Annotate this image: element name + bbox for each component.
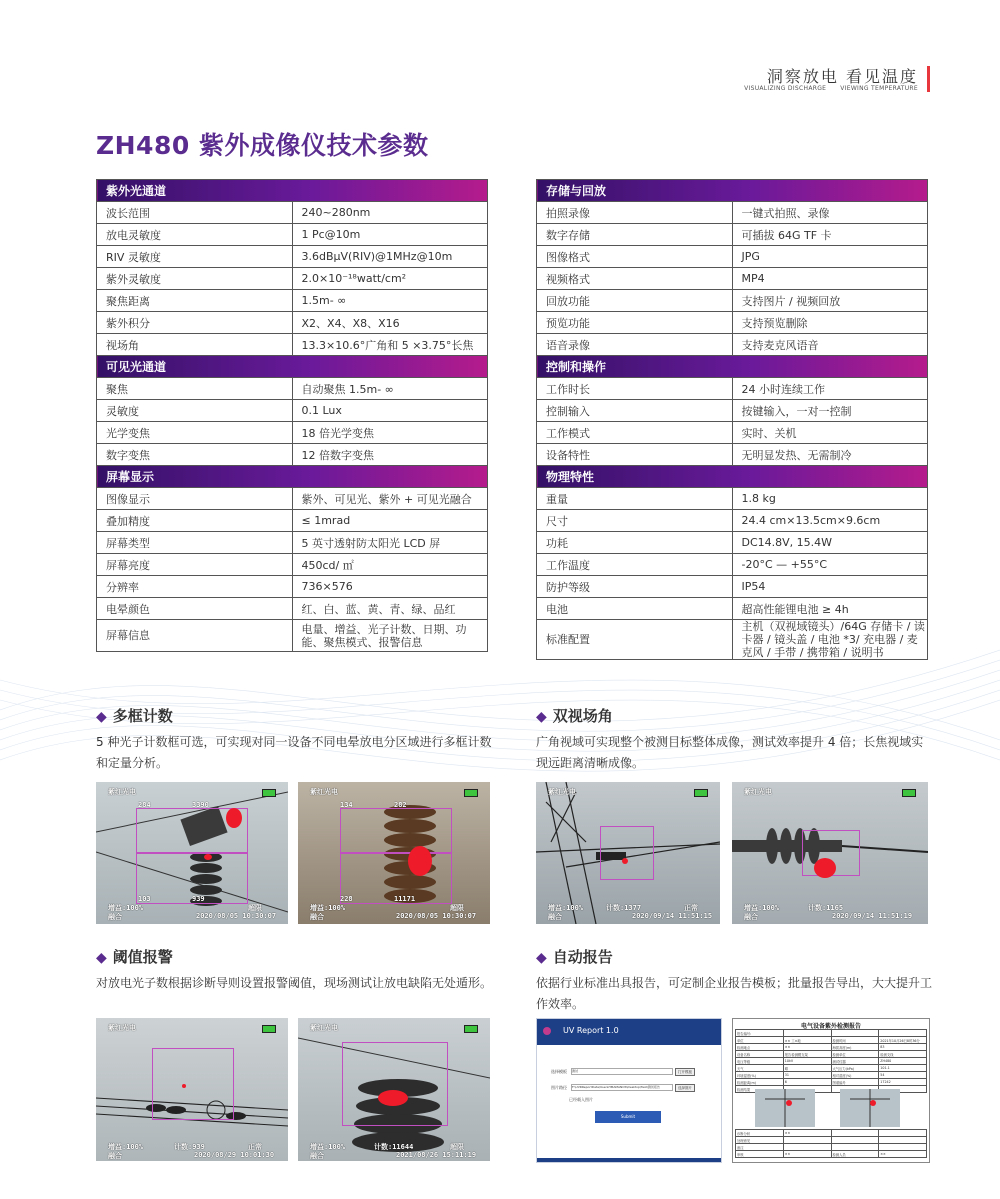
count-box bbox=[342, 1042, 448, 1126]
report-cell: 单位 bbox=[736, 1037, 784, 1044]
report-row bbox=[736, 1037, 927, 1044]
spec-key: 数字变焦 bbox=[97, 444, 293, 466]
report-cell: 报告检测模支架 bbox=[783, 1051, 831, 1058]
count-label: 计数:939 bbox=[174, 1143, 205, 1151]
loaded-images-label: 已经载入图片 bbox=[569, 1097, 593, 1102]
report-cell: 处理意见 bbox=[736, 1137, 784, 1144]
report-cell: 17242 bbox=[879, 1079, 927, 1086]
report-cell: 101.1 bbox=[879, 1065, 927, 1072]
fusion-label: 融合 bbox=[108, 1152, 122, 1160]
spec-row bbox=[97, 268, 488, 290]
spec-value: DC14.8V, 15.4W bbox=[732, 532, 928, 554]
spec-row bbox=[537, 224, 928, 246]
report-row bbox=[736, 1044, 927, 1051]
app-name: UV Report 1.0 bbox=[563, 1026, 619, 1035]
spec-section-header bbox=[97, 466, 488, 488]
box-count: 11171 bbox=[394, 895, 416, 903]
report-row bbox=[736, 1144, 927, 1151]
image-path-label: 图片路径 bbox=[551, 1085, 567, 1090]
spec-value: 5 英寸透射防太阳光 LCD 屏 bbox=[292, 532, 488, 554]
spec-key: 工作温度 bbox=[537, 554, 733, 576]
spec-row bbox=[97, 202, 488, 224]
spec-key: 光学变焦 bbox=[97, 422, 293, 444]
count-label: 计数:11644 bbox=[374, 1143, 414, 1151]
spec-key: 屏幕类型 bbox=[97, 532, 293, 554]
spec-key: 数字存储 bbox=[537, 224, 733, 246]
spec-row bbox=[97, 554, 488, 576]
dual-view-title: 双视场角 bbox=[552, 707, 613, 725]
mode-label: 紫红光电 bbox=[310, 788, 338, 796]
report-cell: 电压等级 bbox=[736, 1058, 784, 1065]
spec-row bbox=[537, 576, 928, 598]
report-row bbox=[736, 1137, 927, 1144]
status-label: 超限 bbox=[248, 904, 262, 912]
report-document bbox=[732, 1018, 930, 1163]
report-cell: ZH480 bbox=[879, 1058, 927, 1065]
report-cell bbox=[783, 1137, 831, 1144]
gain-label: 增益:100% bbox=[108, 904, 144, 912]
spec-value: 736×576 bbox=[292, 576, 488, 598]
multi-box-desc: 5 种光子计数框可选，可实现对同一设备不同电晕放电分区域进行多框计数和定量分析。 bbox=[96, 735, 492, 770]
slogan-accent-bar bbox=[927, 66, 930, 92]
spec-value: 支持图片 / 视频回放 bbox=[732, 290, 928, 312]
uv-report-app bbox=[536, 1018, 722, 1163]
spec-row bbox=[537, 202, 928, 224]
discharge-spot bbox=[814, 858, 836, 878]
spec-row bbox=[537, 620, 928, 660]
spec-row bbox=[97, 576, 488, 598]
spec-key: 聚焦 bbox=[97, 378, 293, 400]
timestamp: 2020/08/29 10:01:30 bbox=[194, 1151, 275, 1159]
gain-label: 增益:100% bbox=[548, 904, 584, 912]
report-cell: 检测地点 bbox=[736, 1044, 784, 1051]
spec-value: 支持预览删除 bbox=[732, 312, 928, 334]
report-cell: 检测单位 bbox=[831, 1051, 879, 1058]
app-logo-icon bbox=[543, 1027, 551, 1035]
spec-row bbox=[537, 598, 928, 620]
spec-value: MP4 bbox=[732, 268, 928, 290]
spec-value: 1 Pc@10m bbox=[292, 224, 488, 246]
discharge-spot bbox=[204, 854, 212, 860]
page-title: ZH480 紫外成像仪技术参数 bbox=[96, 131, 429, 160]
spec-row bbox=[97, 246, 488, 268]
spec-key: 视频格式 bbox=[537, 268, 733, 290]
spec-row bbox=[97, 510, 488, 532]
report-cell: 设备名称 bbox=[736, 1051, 784, 1058]
status-label: 超限 bbox=[450, 904, 464, 912]
spec-row bbox=[537, 378, 928, 400]
fusion-label: 融合 bbox=[108, 913, 122, 921]
box-count: 282 bbox=[394, 801, 407, 809]
report-cell: ×× bbox=[783, 1151, 831, 1158]
spec-key: 放电灵敏度 bbox=[97, 224, 293, 246]
spec-value: 24 小时连续工作 bbox=[732, 378, 928, 400]
spec-table-right bbox=[536, 179, 928, 660]
image-path-input[interactable]: F:\UVRReportData\UserLHMAMANOS\Desktop\Test\测试报告 bbox=[571, 1084, 673, 1091]
report-row bbox=[736, 1072, 927, 1079]
report-cell: 检测时间 bbox=[831, 1037, 879, 1044]
slogan-cn: 洞察放电 看见温度 bbox=[766, 67, 918, 86]
report-row bbox=[736, 1079, 927, 1086]
discharge-spot bbox=[622, 858, 628, 864]
spec-value: X2、X4、X8、X16 bbox=[292, 312, 488, 334]
dual-view-heading bbox=[536, 705, 613, 726]
report-cell: 图谱编号 bbox=[831, 1079, 879, 1086]
spec-value: 2.0×10⁻¹⁸watt/cm² bbox=[292, 268, 488, 290]
spec-key: 叠加精度 bbox=[97, 510, 293, 532]
spec-value: IP54 bbox=[732, 576, 928, 598]
fusion-label: 融合 bbox=[310, 1152, 324, 1160]
spec-row bbox=[97, 400, 488, 422]
spec-key: 重量 bbox=[537, 488, 733, 510]
spec-value: 240~280nm bbox=[292, 202, 488, 224]
spec-row bbox=[537, 312, 928, 334]
threshold-desc: 对放电光子数根据诊断导则设置报警阈值，现场测试让放电缺陷无处遁形。 bbox=[96, 976, 493, 990]
spec-section-header bbox=[537, 466, 928, 488]
battery-icon bbox=[464, 789, 478, 797]
spec-value: 超高性能锂电池 ≥ 4h bbox=[732, 598, 928, 620]
report-cell: 相对湿度(%) bbox=[831, 1072, 879, 1079]
spec-row bbox=[537, 268, 928, 290]
timestamp: 2020/09/14 11:51:15 bbox=[632, 912, 713, 920]
report-cell: 检测支线 bbox=[879, 1051, 927, 1058]
spec-value: 18 倍光学变焦 bbox=[292, 422, 488, 444]
submit-button[interactable]: Submit bbox=[595, 1111, 661, 1123]
spec-value: 12 倍数字变焦 bbox=[292, 444, 488, 466]
gain-label: 增益:100% bbox=[108, 1143, 144, 1151]
uv-image-threshold-2 bbox=[298, 1018, 490, 1161]
spec-value: 0.1 Lux bbox=[292, 400, 488, 422]
slogan bbox=[630, 64, 930, 96]
spec-key: 尺寸 bbox=[537, 510, 733, 532]
gain-label: 增益:100% bbox=[310, 1143, 346, 1151]
mode-label: 紫红光电 bbox=[108, 788, 136, 796]
spec-value: 红、白、蓝、黄、青、绿、品红 bbox=[292, 598, 488, 620]
report-table bbox=[735, 1029, 927, 1093]
diamond-icon: ◆ bbox=[96, 950, 107, 966]
timestamp: 2020/08/05 10:30:07 bbox=[396, 912, 477, 920]
report-images bbox=[755, 1089, 905, 1127]
report-cell: 报告编号: bbox=[736, 1030, 784, 1037]
report-cell: 检测距离(m) bbox=[736, 1079, 784, 1086]
spec-row bbox=[97, 444, 488, 466]
spec-key: 语音录像 bbox=[537, 334, 733, 356]
report-cell: 备注 bbox=[736, 1144, 784, 1151]
report-cell bbox=[879, 1130, 927, 1137]
spec-row bbox=[97, 488, 488, 510]
report-cell: 海拔高度(m) bbox=[831, 1044, 879, 1051]
spec-key: 波长范围 bbox=[97, 202, 293, 224]
report-cell bbox=[879, 1137, 927, 1144]
discharge-spot bbox=[378, 1090, 408, 1106]
report-cell: 31 bbox=[783, 1072, 831, 1079]
report-cell: 10kV bbox=[783, 1058, 831, 1065]
diamond-icon: ◆ bbox=[536, 709, 547, 725]
dual-view-desc: 广角视域可实现整个被测目标整体成像，测试效率提升 4 倍；长焦视域实现远距离清晰成像。 bbox=[536, 735, 924, 770]
box-count: 284 bbox=[138, 801, 151, 809]
spec-value: 3.6dBμV(RIV)@1MHz@10m bbox=[292, 246, 488, 268]
discharge-spot bbox=[226, 808, 242, 828]
report-cell: 大气压力(kPa) bbox=[831, 1065, 879, 1072]
status-label: 正常 bbox=[684, 904, 698, 912]
count-box bbox=[340, 808, 452, 854]
spec-key: 工作时长 bbox=[537, 378, 733, 400]
spec-row bbox=[537, 554, 928, 576]
spec-value: 电量、增益、光子计数、日期、功能、聚焦模式、报警信息 bbox=[292, 620, 488, 652]
report-cell bbox=[831, 1130, 879, 1137]
battery-icon bbox=[694, 789, 708, 797]
spec-row bbox=[537, 510, 928, 532]
spec-section-header bbox=[537, 356, 928, 378]
spec-table-left bbox=[96, 179, 488, 652]
spec-key: 屏幕亮度 bbox=[97, 554, 293, 576]
battery-icon bbox=[902, 789, 916, 797]
spec-value: -20°C — +55°C bbox=[732, 554, 928, 576]
spec-row bbox=[537, 488, 928, 510]
spec-row bbox=[537, 334, 928, 356]
mode-label: 紫红光电 bbox=[108, 1024, 136, 1032]
battery-icon bbox=[464, 1025, 478, 1033]
report-cell bbox=[783, 1144, 831, 1151]
uv-image-threshold-1 bbox=[96, 1018, 288, 1161]
timestamp: 2020/09/14 11:51:19 bbox=[832, 912, 913, 920]
box-count: 228 bbox=[340, 895, 353, 903]
report-cell: 2021年10月26日8时36分 bbox=[879, 1037, 927, 1044]
spec-section-title: 物理特性 bbox=[537, 466, 928, 488]
spec-section-title: 紫外光通道 bbox=[97, 180, 488, 202]
spec-row bbox=[97, 290, 488, 312]
report-cell: 54 bbox=[879, 1072, 927, 1079]
fusion-label: 融合 bbox=[744, 913, 758, 921]
spec-row bbox=[97, 620, 488, 652]
spec-row bbox=[97, 224, 488, 246]
template-select[interactable]: 测试 bbox=[571, 1068, 673, 1075]
report-cell bbox=[879, 1030, 927, 1037]
spec-row bbox=[537, 290, 928, 312]
spec-key: RIV 灵敏度 bbox=[97, 246, 293, 268]
spec-value: 实时、关机 bbox=[732, 422, 928, 444]
gain-label: 增益:100% bbox=[310, 904, 346, 912]
spec-row bbox=[537, 246, 928, 268]
spec-value: 1.8 kg bbox=[732, 488, 928, 510]
spec-row bbox=[97, 378, 488, 400]
spec-value: 无明显发热、无需制冷 bbox=[732, 444, 928, 466]
report-title: 电气设备紫外检测报告 bbox=[800, 1023, 861, 1030]
spec-key: 图像格式 bbox=[537, 246, 733, 268]
app-bottom-bar bbox=[537, 1158, 721, 1162]
spec-value: 24.4 cm×13.5cm×9.6cm bbox=[732, 510, 928, 532]
spec-value: 紫外、可见光、紫外 + 可见光融合 bbox=[292, 488, 488, 510]
report-cell: 天气 bbox=[736, 1065, 784, 1072]
diamond-icon: ◆ bbox=[96, 709, 107, 725]
spec-key: 电池 bbox=[537, 598, 733, 620]
uv-image-wide-view bbox=[536, 782, 720, 924]
spec-key: 预览功能 bbox=[537, 312, 733, 334]
battery-icon bbox=[262, 1025, 276, 1033]
spec-key: 工作模式 bbox=[537, 422, 733, 444]
spec-value: 支持麦克风语音 bbox=[732, 334, 928, 356]
spec-section-title: 控制和操作 bbox=[537, 356, 928, 378]
gain-label: 增益:100% bbox=[744, 904, 780, 912]
report-cell: 环境湿度(%) bbox=[736, 1072, 784, 1079]
spec-key: 电晕颜色 bbox=[97, 598, 293, 620]
count-label: 计数:1377 bbox=[606, 904, 642, 912]
spec-value: 主机（双视域镜头）/64G 存储卡 / 读卡器 / 镜头盖 / 电池 *3/ 充电器 / 麦克风 / 手带 / 携带箱 / 说明书 bbox=[732, 620, 928, 660]
spec-row bbox=[97, 334, 488, 356]
spec-key: 功耗 bbox=[537, 532, 733, 554]
spec-section-title: 存储与回放 bbox=[537, 180, 928, 202]
auto-report-title: 自动报告 bbox=[552, 948, 613, 966]
spec-key: 屏幕信息 bbox=[97, 620, 293, 652]
spec-value: 可插拔 64G TF 卡 bbox=[732, 224, 928, 246]
auto-report-desc: 依据行业标准出具报告，可定制企业报告模板；批量报告导出，大大提升工作效率。 bbox=[536, 976, 933, 1011]
report-cell: 晴 bbox=[783, 1065, 831, 1072]
report-cell: ×× bbox=[879, 1151, 927, 1158]
diamond-icon: ◆ bbox=[536, 950, 547, 966]
spec-row bbox=[537, 422, 928, 444]
fusion-label: 融合 bbox=[548, 913, 562, 921]
open-template-button[interactable]: 打开模板 bbox=[675, 1068, 695, 1076]
slogan-en-right: VIEWING TEMPERATURE bbox=[840, 85, 918, 92]
spec-key: 设备特性 bbox=[537, 444, 733, 466]
report-cell: 诊断分析 bbox=[736, 1130, 784, 1137]
report-cell: ×× bbox=[783, 1130, 831, 1137]
timestamp: 2020/08/05 10:30:07 bbox=[196, 912, 277, 920]
status-label: 正常 bbox=[248, 1143, 262, 1151]
mode-label: 紫红光电 bbox=[548, 788, 576, 796]
spec-value: JPG bbox=[732, 246, 928, 268]
uv-image-multibox-2 bbox=[298, 782, 490, 924]
spec-row bbox=[537, 444, 928, 466]
spec-key: 拍照录像 bbox=[537, 202, 733, 224]
spec-section-title: 屏幕显示 bbox=[97, 466, 488, 488]
box-count: 103 bbox=[138, 895, 151, 903]
report-cell: ×× bbox=[783, 1044, 831, 1051]
uv-image-multibox-1 bbox=[96, 782, 288, 924]
spec-row bbox=[97, 422, 488, 444]
status-label: 超限 bbox=[450, 1143, 464, 1151]
spec-key: 标准配置 bbox=[537, 620, 733, 660]
discharge-spot bbox=[182, 1084, 186, 1088]
discharge-spot bbox=[408, 846, 432, 876]
spec-section-header bbox=[97, 356, 488, 378]
spec-row bbox=[97, 532, 488, 554]
report-cell bbox=[831, 1144, 879, 1151]
count-box bbox=[152, 1048, 234, 1120]
report-cell: 83 bbox=[879, 1044, 927, 1051]
spec-key: 灵敏度 bbox=[97, 400, 293, 422]
report-cell: ×× 工×地 bbox=[783, 1037, 831, 1044]
spec-key: 视场角 bbox=[97, 334, 293, 356]
spec-value: ≤ 1mrad bbox=[292, 510, 488, 532]
mode-label: 紫红光电 bbox=[310, 1024, 338, 1032]
count-box bbox=[600, 826, 654, 880]
spec-row bbox=[97, 312, 488, 334]
spec-value: 13.3×10.6°广角和 5 ×3.75°长焦 bbox=[292, 334, 488, 356]
spec-key: 紫外积分 bbox=[97, 312, 293, 334]
report-cell bbox=[831, 1137, 879, 1144]
box-count: 939 bbox=[192, 895, 205, 903]
count-label: 计数:1165 bbox=[808, 904, 844, 912]
report-cell: 检测结果 bbox=[736, 1086, 784, 1093]
spec-key: 防护等级 bbox=[537, 576, 733, 598]
report-row bbox=[736, 1065, 927, 1072]
spec-section-header bbox=[97, 180, 488, 202]
report-table-bottom bbox=[735, 1129, 927, 1158]
spec-section-header bbox=[537, 180, 928, 202]
select-image-button[interactable]: 选择图片 bbox=[675, 1084, 695, 1092]
report-cell bbox=[879, 1144, 927, 1151]
report-cell: 6 bbox=[783, 1079, 831, 1086]
spec-key: 紫外灵敏度 bbox=[97, 268, 293, 290]
report-row bbox=[736, 1030, 927, 1037]
uv-image-tele-view bbox=[732, 782, 928, 924]
slogan-en bbox=[744, 85, 918, 92]
spec-key: 分辨率 bbox=[97, 576, 293, 598]
box-count: 3390 bbox=[192, 801, 209, 809]
spec-row bbox=[97, 598, 488, 620]
multi-box-title: 多框计数 bbox=[112, 707, 173, 725]
battery-icon bbox=[262, 789, 276, 797]
box-count: 134 bbox=[340, 801, 353, 809]
spec-row bbox=[537, 400, 928, 422]
spec-key: 控制输入 bbox=[537, 400, 733, 422]
report-row bbox=[736, 1051, 927, 1058]
threshold-heading bbox=[96, 946, 173, 967]
spec-key: 图像显示 bbox=[97, 488, 293, 510]
report-cell bbox=[831, 1030, 879, 1037]
report-cell bbox=[783, 1030, 831, 1037]
template-label: 选择模板 bbox=[551, 1069, 567, 1074]
spec-row bbox=[537, 532, 928, 554]
report-cell: 检测人员 bbox=[831, 1151, 879, 1158]
spec-value: 一键式拍照、录像 bbox=[732, 202, 928, 224]
spec-value: 1.5m- ∞ bbox=[292, 290, 488, 312]
multi-box-heading bbox=[96, 705, 173, 726]
spec-key: 聚焦距离 bbox=[97, 290, 293, 312]
threshold-title: 阈值报警 bbox=[112, 948, 173, 966]
spec-value: 450cd/ ㎡ bbox=[292, 554, 488, 576]
report-cell: 审核 bbox=[736, 1151, 784, 1158]
timestamp: 2021/08/26 15:11:19 bbox=[396, 1151, 477, 1159]
spec-value: 按键输入，一对一控制 bbox=[732, 400, 928, 422]
report-row bbox=[736, 1130, 927, 1137]
mode-label: 紫红光电 bbox=[744, 788, 772, 796]
spec-key: 回放功能 bbox=[537, 290, 733, 312]
fusion-label: 融合 bbox=[310, 913, 324, 921]
report-cell: 测试仪器 bbox=[831, 1058, 879, 1065]
slogan-en-left: VISUALIZING DISCHARGE bbox=[744, 85, 827, 92]
spec-value: 自动聚焦 1.5m- ∞ bbox=[292, 378, 488, 400]
report-row bbox=[736, 1151, 927, 1158]
auto-report-heading bbox=[536, 946, 613, 967]
report-row bbox=[736, 1058, 927, 1065]
spec-section-title: 可见光通道 bbox=[97, 356, 488, 378]
